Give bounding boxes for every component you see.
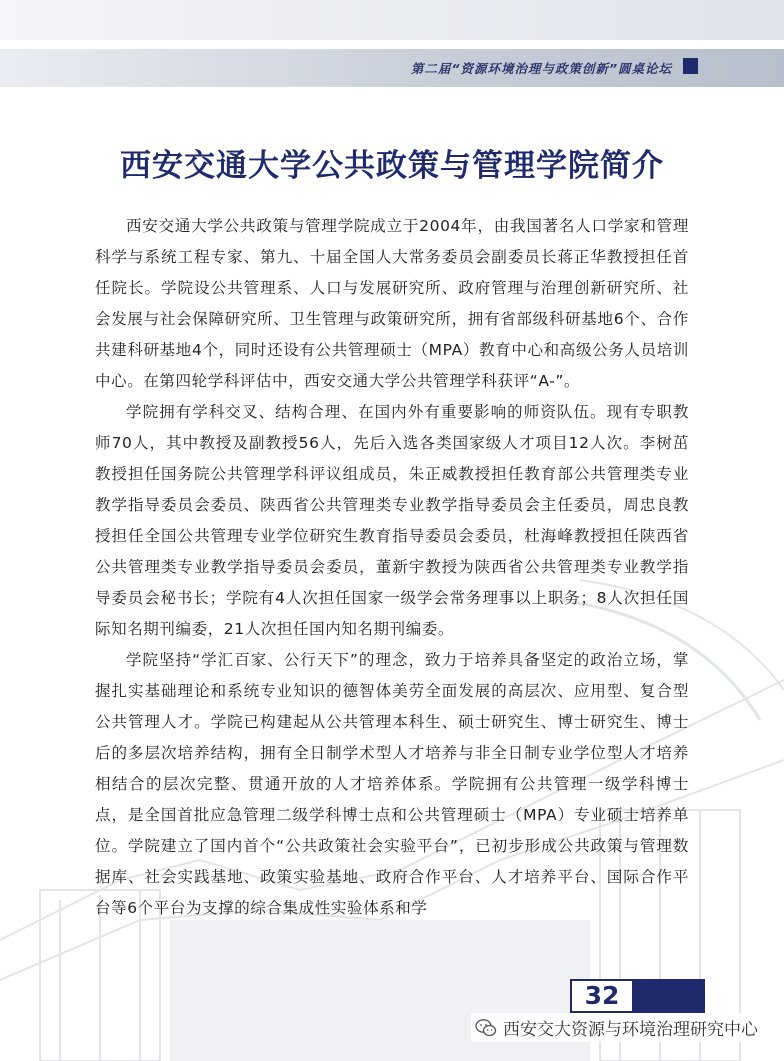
wechat-icon [475,1018,497,1038]
forum-title: 第二届“资源环境治理与政策创新”圆桌论坛 [410,61,672,76]
article-body [95,211,689,924]
header-square-mark [683,58,698,74]
paragraph-faculty: 学院拥有学科交叉、结构合理、在国内外有重要影响的师资队伍。现有专职教师70人，其中教授及副教授56人，先后入选各类国家级人才项目12人次。李树茁教授担任国务院公共管理学科评议组成员，朱正威教授担任教育部公共管理类专业教学指导委员会委员、陕西省公共管理类专业教学指导委员会主任委员，周忠良教授担任全国公共管理专业学位研究生教育指导委员会委员，杜海峰教授担任陕西省公共管理类专业教学指导委员会委员，董新宇教授为陕西省公共管理类专业教学指导委员会秘书长；学院有4人次担任国家一级学会常务理事以上职务；8人次担任国际知名期刊编委，21人次担任国内知名期刊编委。 [95,403,689,638]
top-band [0,0,784,40]
paragraph-education: 学院坚持“学汇百家、公行天下”的理念，致力于培养具备坚定的政治立场，掌握扎实基础理论和系统专业知识的德智体美劳全面发展的高层次、应用型、复合型公共管理人才。学院已构建起从公共管理本科生、硕士研究生、博士研究生、博士后的多层次培养结构，拥有全日制学术型人才培养与非全日制专业学位型人才培养相结合的层次完整、贯通开放的人才培养体系。学院拥有公共管理一级学科博士点，是全国首批应急管理二级学科博士点和公共管理硕士（MPA）专业硕士培养单位。学院建立了国内首个“公共政策社会实验平台”，已初步形成公共政策与管理数据库、社会实践基地、政策实验基地、政府合作平台、人才培养平台、国际合作平台等6个平台为支撑的综合集成性实验体系和学 [95,651,689,917]
page-title: 西安交通大学公共政策与管理学院简介 [120,148,664,184]
page-number-bar [634,979,705,1013]
source-label: 西安交大资源与环境治理研究中心 [503,1020,758,1040]
source-watermark [471,1013,762,1042]
paragraph-history: 西安交通大学公共政策与管理学院成立于2004年，由我国著名人口学家和管理科学与系统工程专家、第九、十届全国人大常务委员会副委员长蒋正华教授担任首任院长。学院设公共管理系、人口与发展研究所、政府管理与治理创新研究所、社会发展与社会保障研究所、卫生管理与政策研究所，拥有省部级科研基地6个、合作共建科研基地4个，同时还设有公共管理硕士（MPA）教育中心和高级公务人员培训中心。在第四轮学科评估中，西安交通大学公共管理学科获评“A-”。 [95,217,689,390]
page-number: 32 [570,979,634,1013]
